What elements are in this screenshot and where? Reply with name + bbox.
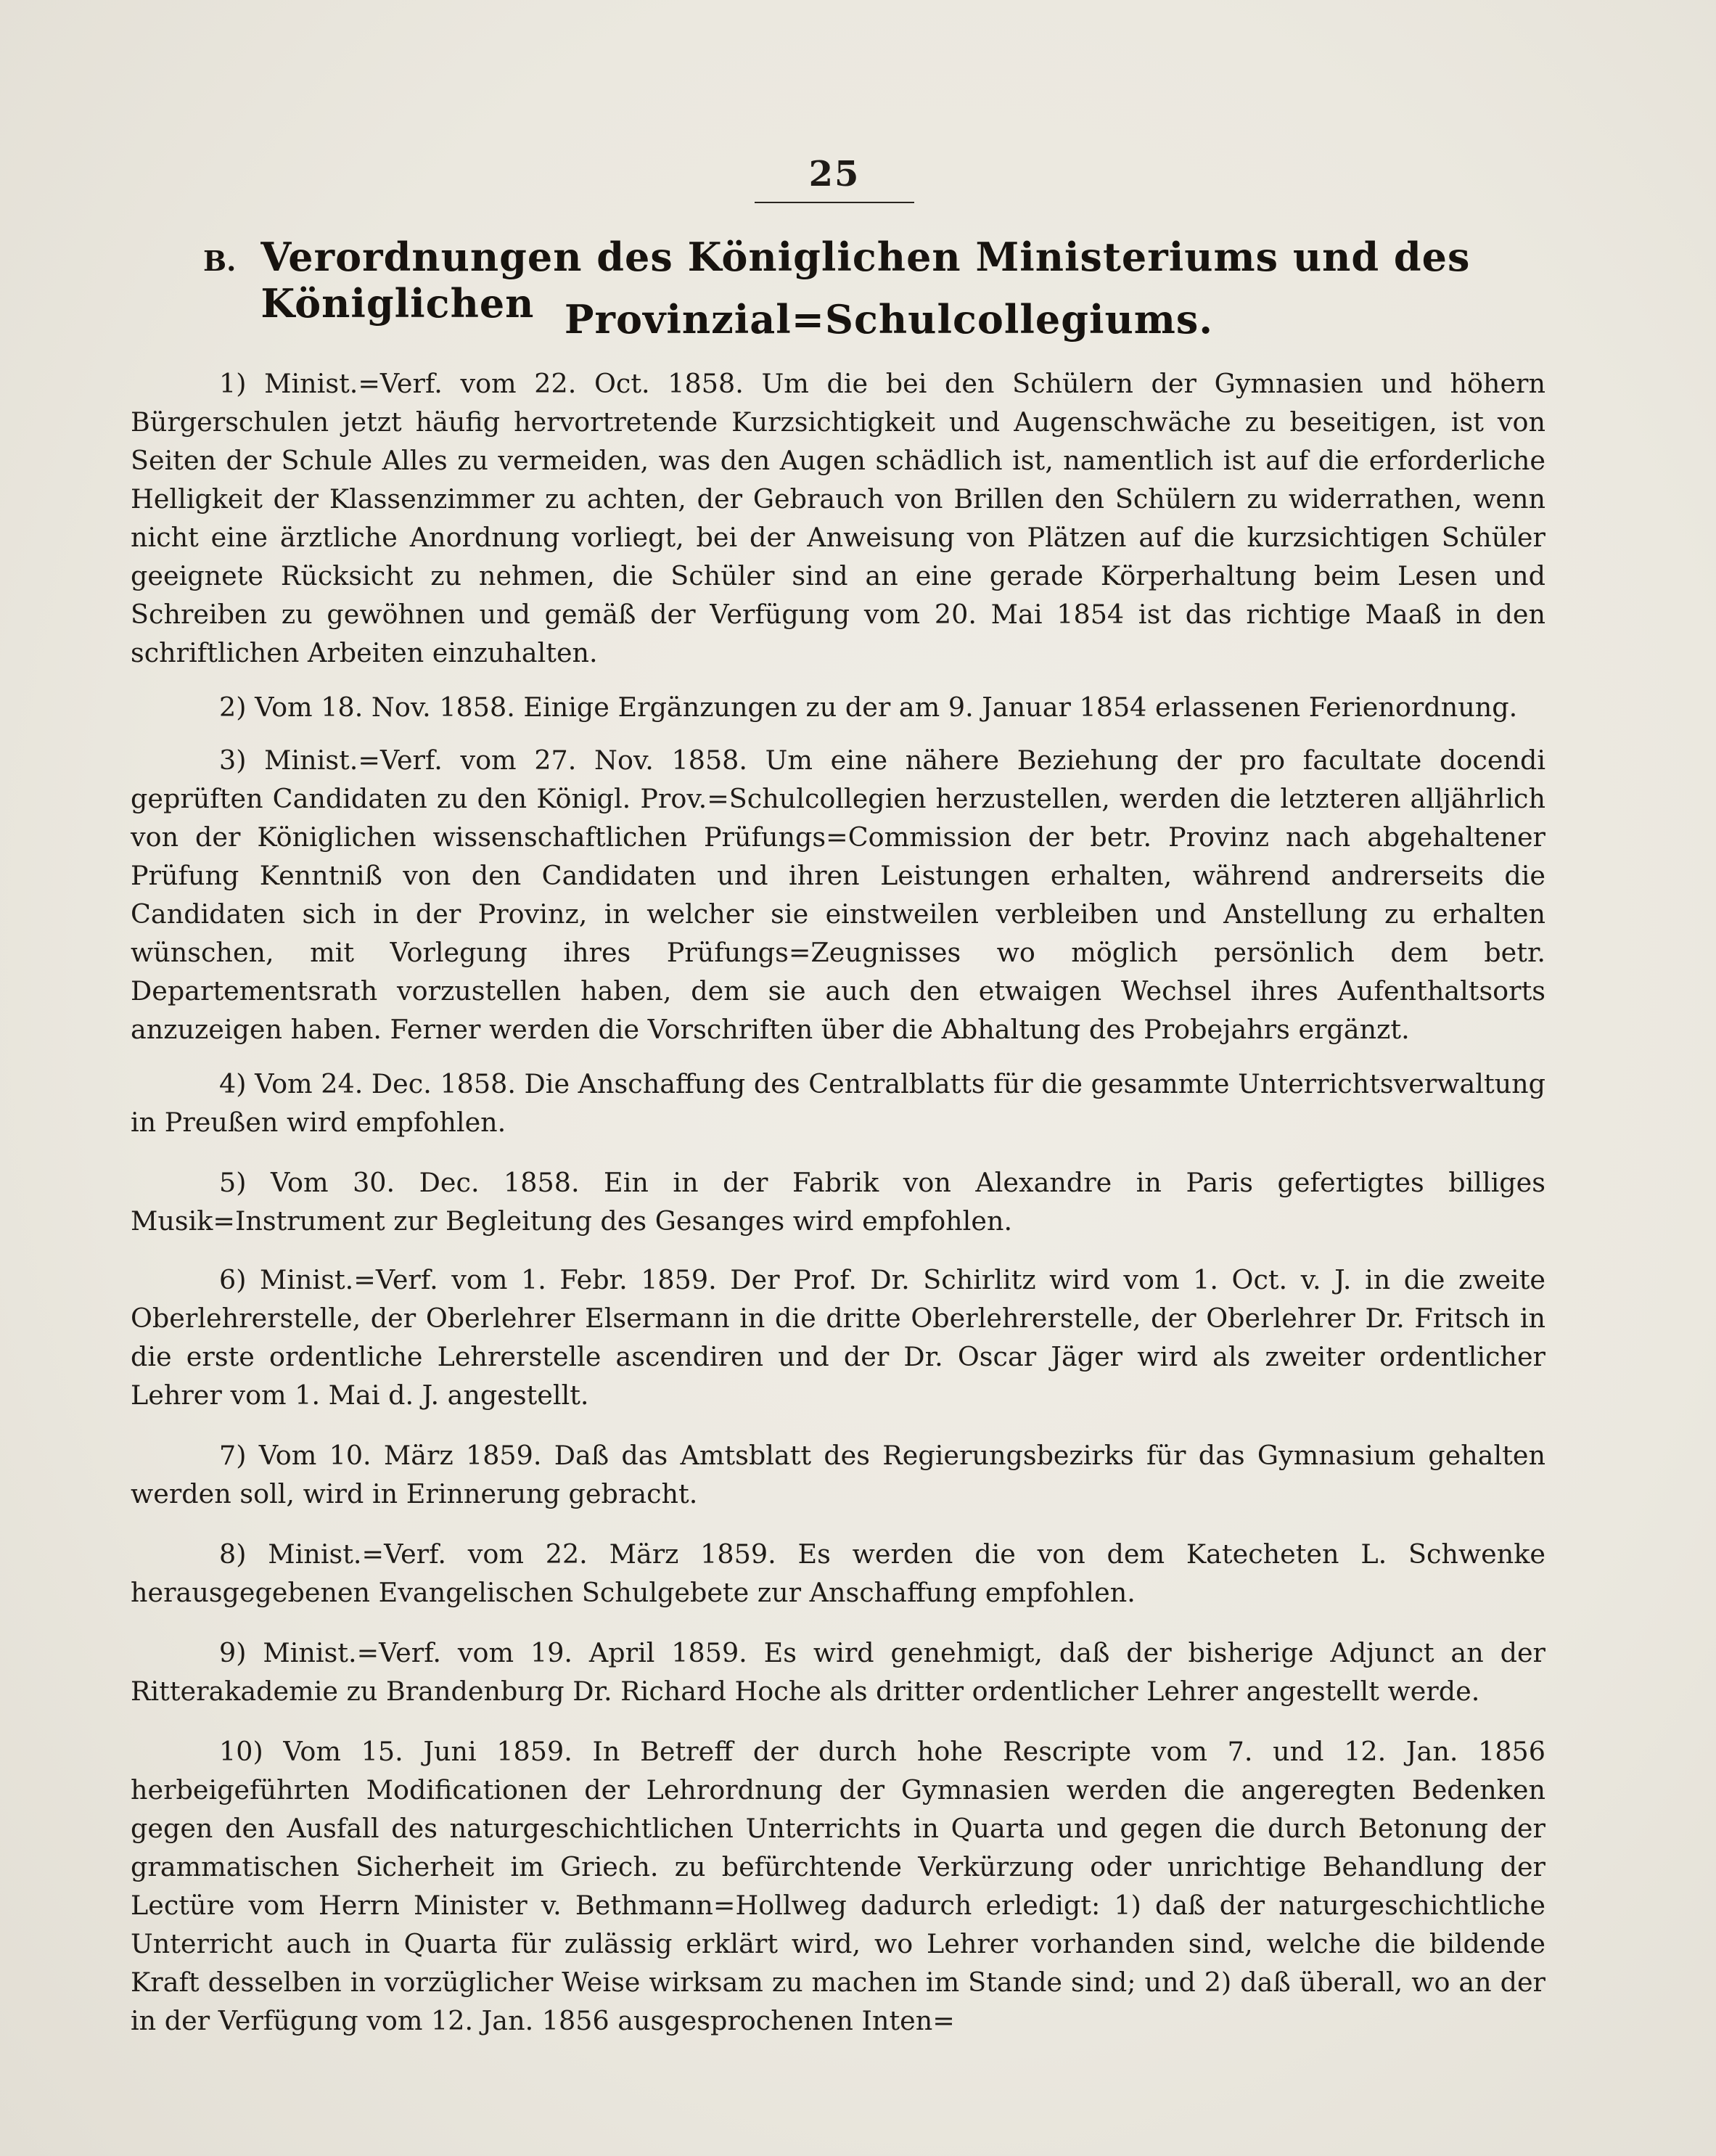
paragraph-6: 6) Minist.=Verf. vom 1. Febr. 1859. Der Prof. Dr. Schirlitz wird vom 1. Oct. v. J. in die zweite Oberlehrerstelle, der Oberlehrer Elsermann in die dritte Oberlehrerstelle, der Oberlehrer Dr. Fritsch in die erste ordentliche Lehrerstelle ascendiren und der Dr. Oscar Jäger wird als zweiter ordentlicher Lehrer vom 1. Mai d. J. angestellt. (131, 1264, 1545, 1411)
paragraph-7: 7) Vom 10. März 1859. Daß das Amtsblatt des Regierungsbezirks für das Gymnasium gehalten werden soll, wird in Erinnerung gebracht. (131, 1440, 1545, 1509)
paragraph-8: 8) Minist.=Verf. vom 22. März 1859. Es werden die von dem Katecheten L. Schwenke herausgegebenen Evangelischen Schulgebete zur Anschaffung empfohlen. (131, 1538, 1545, 1608)
paragraph-9: 9) Minist.=Verf. vom 19. April 1859. Es wird genehmigt, daß der bisherige Adjunct an der Ritterakademie zu Brandenburg Dr. Richard Hoche als dritter ordentlicher Lehrer angestellt werde. (131, 1637, 1545, 1707)
section-marker: B. (203, 245, 237, 277)
page-number-rule (755, 202, 914, 203)
paragraph-5: 5) Vom 30. Dec. 1858. Ein in der Fabrik von Alexandre in Paris gefertigtes billiges Musik=Instrument zur Begleitung des Gesanges wird empfohlen. (131, 1167, 1545, 1237)
paragraph-1: 1) Minist.=Verf. vom 22. Oct. 1858. Um die bei den Schülern der Gymnasien und höhern Bürgerschulen jetzt häufig hervortretende Kurzsichtigkeit und Augenschwäche zu beseitigen, ist von Seiten der Schule Alles zu vermeiden, was den Augen schädlich ist, namentlich ist auf die erforderliche Helligkeit der Klassenzimmer zu achten, der Gebrauch von Brillen den Schülern zu widerrathen, wenn nicht eine ärztliche Anordnung vorliegt, bei der Anweisung von Plätzen auf die kurzsichtigen Schüler geeignete Rücksicht zu nehmen, die Schüler sind an eine gerade Körperhaltung beim Lesen und Schreiben zu gewöhnen und gemäß der Verfügung vom 20. Mai 1854 ist das richtige Maaß in den schriftlichen Arbeiten einzuhalten. (131, 368, 1545, 668)
section-title-line-1: Verordnungen des Königlichen Ministeriums und des Königlichen (260, 234, 1471, 327)
paragraph-3: 3) Minist.=Verf. vom 27. Nov. 1858. Um eine nähere Beziehung der pro facultate docendi geprüften Candidaten zu den Königl. Prov.=Schulcollegien herzustellen, werden die letzteren alljährlich von der Königlichen wissenschaftlichen Prüfungs=Commission der betr. Provinz nach abgehaltener Prüfung Kenntniß von den Candidaten und ihren Leistungen erhalten, während andrerseits die Candidaten sich in der Provinz, in welcher sie einstweilen verbleiben und Anstellung zu erhalten wünschen, mit Vorlegung ihres Prüfungs=Zeugnisses wo möglich persönlich dem betr. Departementsrath vorzustellen haben, dem sie auch den etwaigen Wechsel ihres Aufenthaltsorts anzuzeigen haben. Ferner werden die Vorschriften über die Abhaltung des Probejahrs ergänzt. (131, 745, 1545, 1045)
paragraph-2: 2) Vom 18. Nov. 1858. Einige Ergänzungen zu der am 9. Januar 1854 erlassenen Ferienordnung. (219, 692, 1518, 723)
document-body (131, 364, 1545, 2040)
paragraph-4: 4) Vom 24. Dec. 1858. Die Anschaffung des Centralblatts für die gesammte Unterrichtsverwaltung in Preußen wird empfohlen. (131, 1068, 1545, 1138)
page-number: 25 (808, 154, 861, 194)
section-title-line-2: Provinzial=Schulcollegiums. (564, 296, 1214, 343)
section-heading (131, 234, 1582, 343)
paragraph-10: 10) Vom 15. Juni 1859. In Betreff der durch hohe Rescripte vom 7. und 12. Jan. 1856 herbeigeführten Modificationen der Lehrordnung der Gymnasien werden die angeregten Bedenken gegen den Ausfall des naturgeschichtlichen Unterrichts in Quarta und gegen die durch Betonung der grammatischen Sicherheit im Griech. zu befürchtende Verkürzung oder unrichtige Behandlung der Lectüre vom Herrn Minister v. Bethmann=Hollweg dadurch erledigt: 1) daß der naturgeschichtliche Unterricht auch in Quarta für zulässig erklärt wird, wo Lehrer vorhanden sind, welche die bildende Kraft desselben in vorzüglicher Weise wirksam zu machen im Stande sind; und 2) daß überall, wo an der in der Verfügung vom 12. Jan. 1856 ausgesprochenen Inten= (131, 1736, 1545, 2036)
